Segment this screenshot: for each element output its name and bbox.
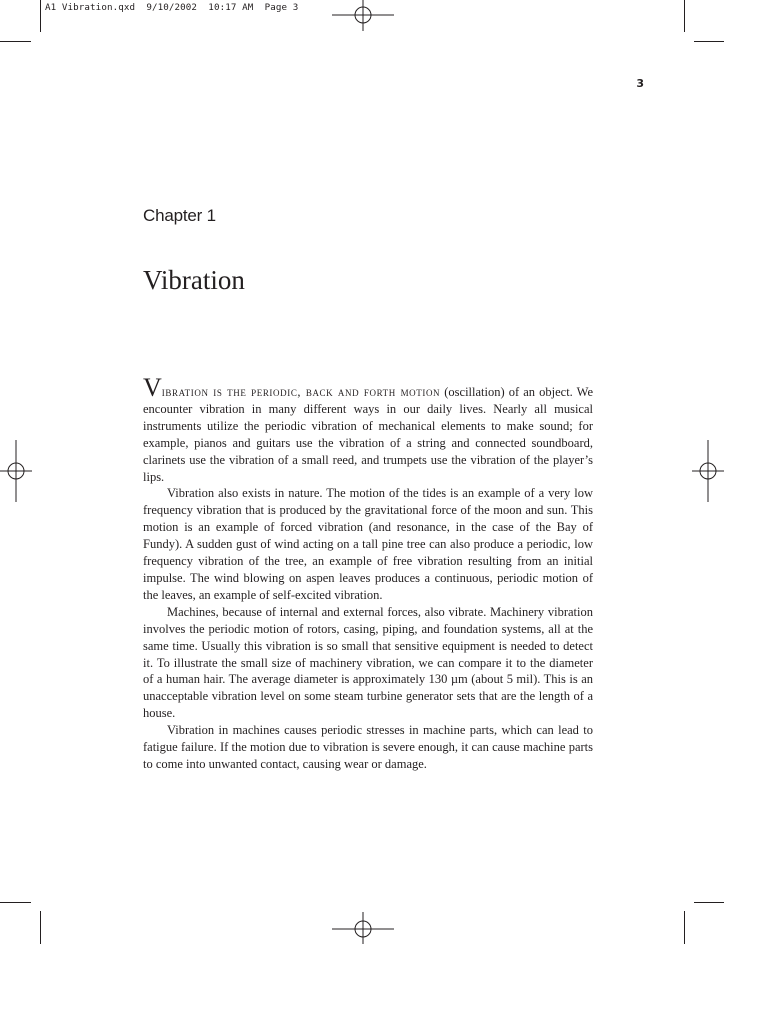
paragraph-4: Vibration in machines causes periodic stresses in machine parts, which can lead to fatigue failure. If the motion due to vibration is severe enough, it can cause machine parts to come into unwanted contact, causing wear or damage.	[143, 723, 593, 771]
crop-mark-bottom-right-vertical	[684, 911, 685, 944]
lead-in-small-caps: ibration is the periodic, back and forth motion	[161, 385, 441, 399]
chapter-label: Chapter 1	[143, 206, 216, 225]
paragraph-1	[143, 373, 593, 485]
registration-mark-bottom	[332, 912, 394, 944]
registration-mark-right	[692, 440, 724, 502]
body-text	[143, 373, 593, 773]
paragraph-2: Vibration also exists in nature. The motion of the tides is an example of a very low frequency vibration that is produced by the gravitational force of the moon and sun. This motion is an example of forced vibration (and resonance, in the case of the Bay of Fundy). A sudden gust of wind acting on a tall pine tree can also produce a periodic, low frequency vibration of the tree, an example of free vibration resulting from an initial impulse. The wind blowing on aspen leaves produces a continuous, periodic motion of the leaves, an example of self-excited vibration.	[143, 486, 593, 602]
crop-mark-top-left-vertical	[40, 0, 41, 32]
page-number: 3	[636, 77, 644, 90]
paragraph-1-text: (oscillation) of an object. We encounter vibration in many different ways in our daily lives. Nearly all musical instruments utilize the periodic vibration of mechanical elements to make sound; for example, pianos and guitars use the vibration of a string and connected soundboard, clarinets use the vibration of a small reed, and trumpets use the vibration of the player’s lips.	[143, 385, 593, 484]
chapter-title: Vibration	[143, 265, 245, 295]
registration-mark-left	[0, 440, 32, 502]
crop-mark-bottom-left-vertical	[40, 911, 41, 944]
crop-mark-top-right-vertical	[684, 0, 685, 32]
crop-mark-top-right-horizontal	[694, 41, 724, 42]
registration-mark-top	[332, 0, 394, 32]
paragraph-3: Machines, because of internal and external forces, also vibrate. Machinery vibration involves the periodic motion of rotors, casing, piping, and foundation systems, all at the same time. Usually this vibration is so small that sensitive equipment is needed to detect it. To illustrate the small size of machinery vibration, we can compare it to the diameter of a human hair. The average diameter is approximately 130 µm (about 5 mil). This is an unacceptable vibration level on some steam turbine generator sets that are the length of a house.	[143, 604, 593, 721]
crop-mark-bottom-left-horizontal	[0, 902, 31, 903]
crop-mark-bottom-right-horizontal	[694, 902, 724, 903]
crop-mark-top-left-horizontal	[0, 41, 31, 42]
drop-cap: V	[143, 373, 162, 402]
slug-line: A1 Vibration.qxd 9/10/2002 10:17 AM Page 3	[45, 2, 299, 13]
